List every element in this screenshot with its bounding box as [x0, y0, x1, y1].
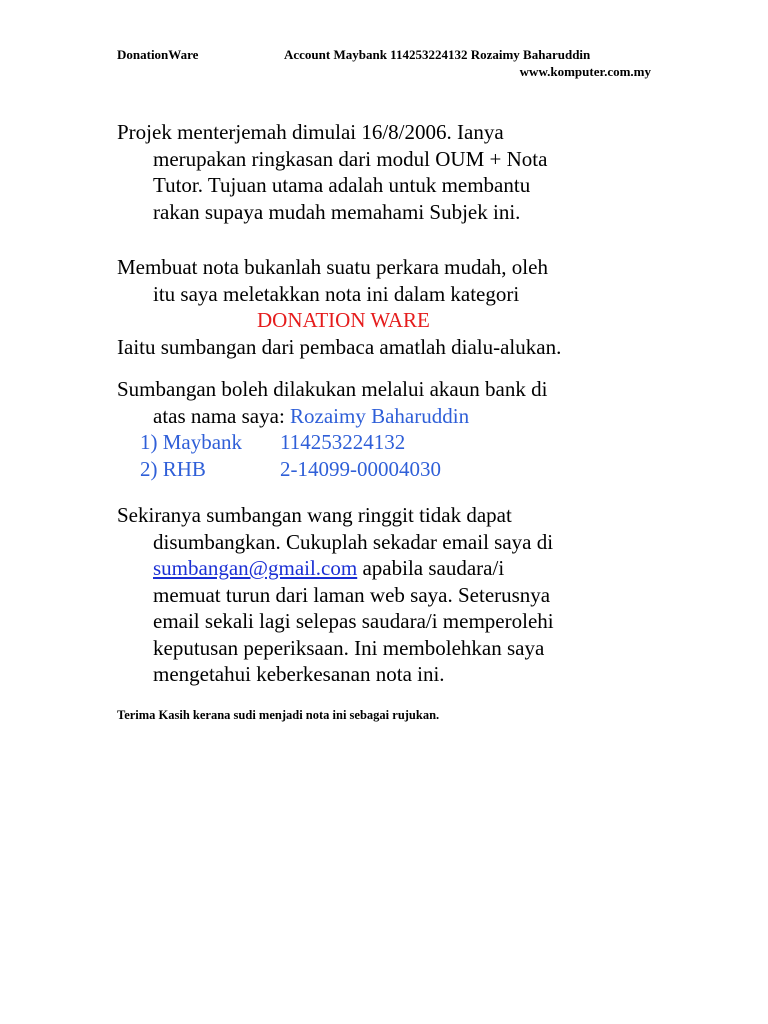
- email-line-3: [117, 555, 554, 582]
- footer-thanks: Terima Kasih kerana sudi menjadi nota ini sebagai rujukan.: [117, 708, 440, 722]
- intro-line-1: Projek menterjemah dimulai 16/8/2006. Ianya: [117, 120, 504, 144]
- bank-account-label: 1) Maybank: [140, 430, 243, 454]
- donation-ware-category: DONATION WARE: [257, 308, 430, 332]
- email-line-5: email sekali lagi selepas saudara/i memperolehi: [153, 609, 554, 633]
- notes-line-1: Membuat nota bukanlah suatu perkara mudah, oleh: [117, 255, 548, 279]
- email-line-1: Sekiranya sumbangan wang ringgit tidak dapat: [117, 503, 512, 527]
- email-paragraph: [117, 502, 554, 688]
- bank-account-row: [117, 456, 547, 483]
- header-left-title: DonationWare: [117, 47, 199, 62]
- header-account-info: Account Maybank 114253224132 Rozaimy Baharuddin: [284, 47, 591, 62]
- email-link[interactable]: sumbangan@gmail.com: [153, 556, 358, 580]
- intro-line-3: Tutor. Tujuan utama adalah untuk membantu: [153, 173, 531, 197]
- email-line-6: keputusan peperiksaan. Ini membolehkan saya: [153, 635, 545, 660]
- notes-paragraph: [117, 254, 561, 360]
- email-line-4: memuat turun dari laman web saya. Seterusnya: [153, 582, 551, 607]
- intro-line-4: rakan supaya mudah memahami Subjek ini.: [153, 199, 521, 224]
- bank-paragraph: [117, 376, 547, 482]
- email-line-2: disumbangkan. Cukuplah sekadar email saya di: [153, 529, 554, 554]
- bank-account-label: 2) RHB: [140, 456, 206, 481]
- intro-paragraph: [117, 119, 547, 225]
- bank-account-row: [117, 429, 547, 456]
- email-line-7: mengetahui keberkesanan nota ini.: [153, 662, 445, 686]
- header-website: www.komputer.com.my: [519, 64, 651, 79]
- bank-line-2-prefix: atas nama saya:: [153, 403, 285, 428]
- bank-line-1: Sumbangan boleh dilakukan melalui akaun bank di: [117, 377, 548, 401]
- account-holder-name: Rozaimy Baharuddin: [290, 403, 470, 428]
- notes-line-3: Iaitu sumbangan dari pembaca amatlah dialu-alukan.: [117, 334, 562, 359]
- intro-line-2: merupakan ringkasan dari modul OUM + Nota: [153, 146, 548, 171]
- bank-account-number: 114253224132: [280, 430, 406, 454]
- notes-line-2: itu saya meletakkan nota ini dalam kategori: [153, 281, 520, 306]
- bank-line-2: [117, 403, 547, 430]
- email-line-3-suffix: apabila saudara/i: [362, 556, 505, 580]
- bank-account-number: 2-14099-00004030: [280, 456, 441, 481]
